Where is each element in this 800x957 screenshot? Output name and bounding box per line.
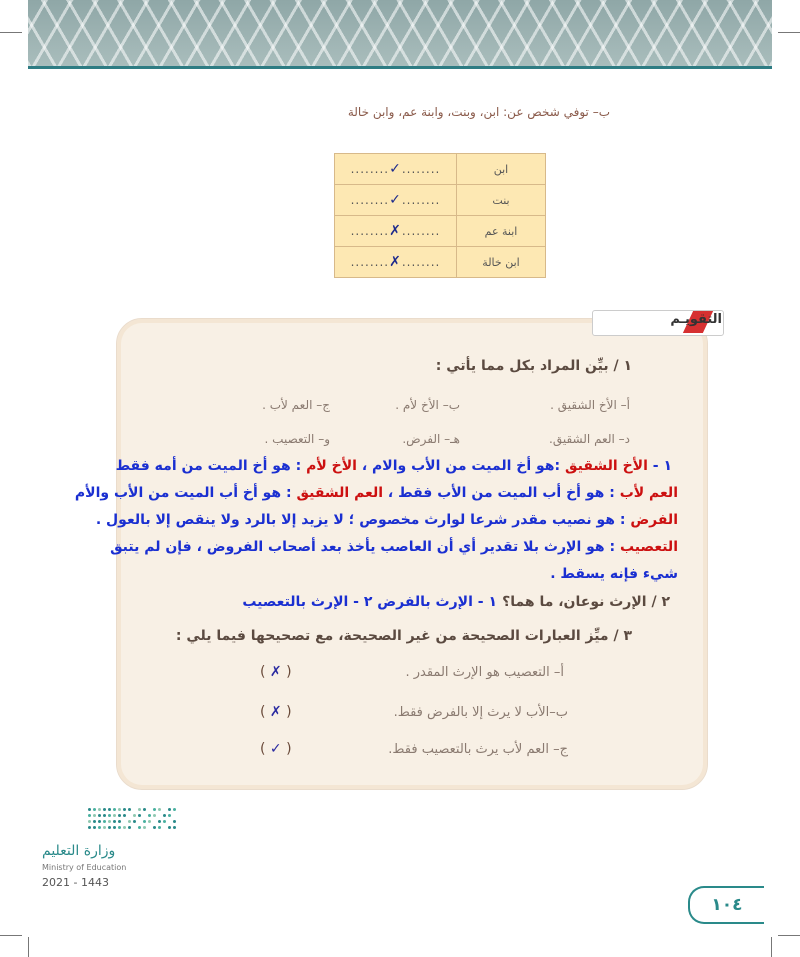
logo-dot — [128, 826, 131, 829]
logo-dot — [98, 820, 101, 823]
answer-line-2: العم لأب : هو أخ أب الميت من الأب فقط ، العم الشقيق : هو أخ أب الميت من الأب والأم — [74, 485, 678, 501]
logo-dot — [113, 826, 116, 829]
crop-mark — [0, 32, 22, 33]
q1-option-b: ب– الأخ لأم . — [395, 398, 460, 412]
cross-icon: ✗ — [389, 254, 402, 270]
logo-dot — [123, 826, 126, 829]
logo-dot — [108, 820, 111, 823]
logo-dot — [143, 820, 146, 823]
logo-dot — [128, 820, 131, 823]
q1-option-c: ج– العم لأب . — [262, 398, 330, 412]
logo-dot — [168, 826, 171, 829]
logo-dot — [113, 808, 116, 811]
logo-dot — [103, 826, 106, 829]
logo-dot — [118, 820, 121, 823]
q3-answer-c: ( ✓ ) — [260, 741, 292, 757]
logo-dot — [143, 826, 146, 829]
ministry-year: 2021 - 1443 — [42, 876, 109, 889]
ministry-name-arabic: وزارة التعليم — [42, 843, 116, 859]
logo-dot — [158, 826, 161, 829]
logo-dot — [138, 826, 141, 829]
table-row: ابنة عم ........✗........ — [335, 216, 546, 247]
crop-mark — [0, 935, 22, 936]
logo-dot — [98, 826, 101, 829]
q3-statement-b: ب–الأب لا يرث إلا بالفرض فقط. — [393, 705, 568, 720]
page-number: ١٠٤ — [688, 886, 764, 924]
q1-title: ١ / بيِّن المراد بكل مما يأتي : — [435, 358, 632, 374]
q3-answer-b: ( ✗ ) — [260, 704, 292, 720]
q3-title: ٣ / ميِّز العبارات الصحيحة من غير الصحيحة، مع تصحيحها فيما يلي : — [175, 628, 632, 644]
heir-label: ابن — [457, 154, 546, 185]
q2-line — [242, 591, 670, 610]
logo-dot — [113, 814, 116, 817]
cross-icon: ✗ — [389, 223, 402, 239]
logo-dot — [113, 820, 116, 823]
table-row: ابن خالة ........✗........ — [335, 247, 546, 278]
check-icon: ✓ — [389, 192, 402, 208]
heir-label: ابن خالة — [457, 247, 546, 278]
q2-question: ٢ / الإرث نوعان، ما هما؟ — [502, 594, 670, 610]
intro-question: ب– توفي شخص عن: ابن، وبنت، وابنة عم، وابن خالة — [347, 105, 610, 119]
logo-dot — [98, 814, 101, 817]
logo-dot — [103, 808, 106, 811]
logo-dot — [108, 808, 111, 811]
logo-dot — [103, 814, 106, 817]
q3-statement-a: أ– التعصيب هو الإرث المقدر . — [405, 665, 564, 680]
heirs-table — [334, 153, 546, 278]
logo-dot — [158, 820, 161, 823]
logo-dot — [148, 814, 151, 817]
logo-dot — [118, 826, 121, 829]
logo-dot — [133, 820, 136, 823]
heir-label: بنت — [457, 185, 546, 216]
logo-dot — [93, 820, 96, 823]
logo-dot — [143, 808, 146, 811]
check-icon: ✓ — [269, 741, 282, 757]
answer-line-3: الفرض : هو نصيب مقدر شرعا لوارث مخصوص ؛ لا يزيد إلا بالرد ولا ينقص إلا بالعول . — [95, 512, 678, 528]
q1-option-f: و– التعصيب . — [264, 432, 330, 446]
check-icon: ✓ — [389, 161, 402, 177]
logo-dot — [128, 808, 131, 811]
logo-dot — [108, 814, 111, 817]
logo-dot — [98, 808, 101, 811]
q3-answer-a: ( ✗ ) — [260, 664, 292, 680]
logo-dot — [93, 814, 96, 817]
logo-dot — [173, 808, 176, 811]
crop-mark — [771, 937, 772, 957]
table-row: ابن ........✓........ — [335, 154, 546, 185]
logo-dot — [153, 808, 156, 811]
answer-line-5: شيء فإنه يسقط . — [550, 566, 678, 582]
logo-dot — [133, 814, 136, 817]
logo-dot — [173, 820, 176, 823]
logo-dot — [88, 808, 91, 811]
ministry-logo-icon — [88, 808, 178, 836]
logo-dot — [168, 814, 171, 817]
decorative-banner — [28, 0, 772, 69]
table-row: بنت ........✓........ — [335, 185, 546, 216]
logo-dot — [158, 808, 161, 811]
crop-mark — [28, 937, 29, 957]
logo-dot — [103, 820, 106, 823]
logo-dot — [138, 814, 141, 817]
answer-line-4: التعصيب : هو الإرث بلا تقدير أي أن العاصب يأخذ بعد أصحاب الفروض ، فإن لم يتبق — [110, 539, 678, 555]
q1-option-d: د– العم الشقيق. — [549, 432, 630, 446]
logo-dot — [88, 826, 91, 829]
ministry-name-english: Ministry of Education — [42, 863, 127, 872]
q2-answer: ١ - الإرث بالفرض ٢ - الإرث بالتعصيب — [242, 594, 497, 610]
crop-mark — [778, 32, 800, 33]
logo-dot — [138, 808, 141, 811]
logo-dot — [163, 820, 166, 823]
logo-dot — [168, 808, 171, 811]
logo-dot — [153, 814, 156, 817]
q1-option-a: أ– الأخ الشقيق . — [550, 398, 630, 412]
logo-dot — [118, 814, 121, 817]
cross-icon: ✗ — [269, 704, 282, 720]
q3-statement-c: ج– العم لأب يرث بالتعصيب فقط. — [388, 742, 568, 757]
q1-option-e: هـ– الفرض. — [402, 432, 460, 446]
logo-dot — [93, 826, 96, 829]
logo-dot — [123, 814, 126, 817]
evaluation-title: التقويـم — [670, 312, 722, 327]
logo-dot — [93, 808, 96, 811]
cross-icon: ✗ — [269, 664, 282, 680]
heir-label: ابنة عم — [457, 216, 546, 247]
logo-dot — [88, 814, 91, 817]
logo-dot — [88, 820, 91, 823]
logo-dot — [173, 826, 176, 829]
logo-dot — [153, 826, 156, 829]
crop-mark — [778, 935, 800, 936]
logo-dot — [148, 820, 151, 823]
logo-dot — [108, 826, 111, 829]
answer-line-1: ١ - الأخ الشقيق :هو أخ الميت من الأب والام ، الأخ لأم : هو أخ الميت من أمه فقط — [115, 458, 672, 474]
logo-dot — [118, 808, 121, 811]
logo-dot — [123, 808, 126, 811]
logo-dot — [163, 814, 166, 817]
